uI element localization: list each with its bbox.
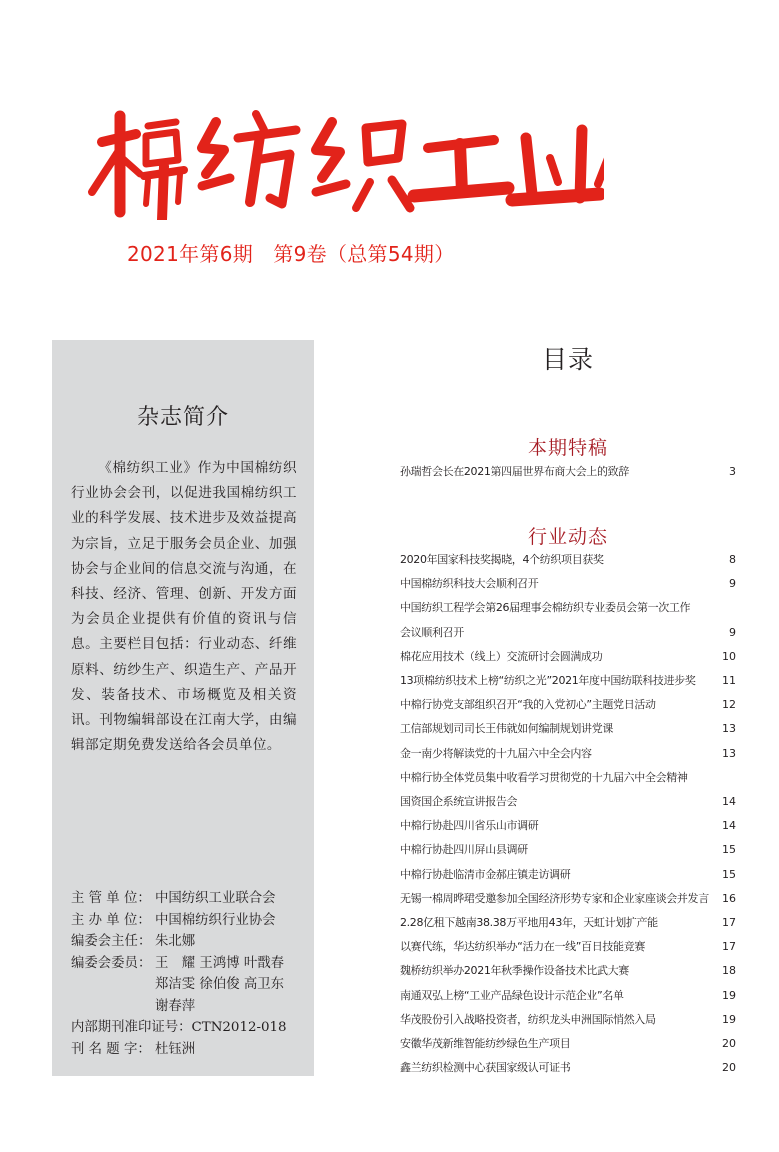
toc-entry-title: 2.28亿租下越南38.38万平地用43年，天虹计划扩产能 — [400, 916, 658, 930]
director-row — [71, 931, 311, 953]
toc-entry-title: 国资国企系统宣讲报告会 — [400, 795, 518, 809]
supervisor-row — [71, 888, 311, 910]
members-line-1: 王 耀 王鸿博 叶戬春 — [155, 955, 285, 971]
toc-heading: 目录 — [541, 345, 594, 374]
toc-list-special — [400, 460, 736, 484]
toc-entry-title: 华茂股份引入战略投资者，纺织龙头申洲国际悄然入局 — [400, 1012, 656, 1026]
director-label: 编委会主任： — [71, 934, 152, 949]
toc-entry-page: 19 — [722, 988, 736, 1002]
toc-entry-title: 鑫兰纺织检测中心获国家级认可证书 — [400, 1061, 571, 1075]
intro-body: 《棉纺织工业》作为中国棉纺织行业协会会刊，以促进我国棉纺织工业的科学发展、技术进步及效益提高为宗旨，立足于服务会员企业、加强协会与企业间的信息交流与沟通，在科技、经济、管理、创新、开发方面为会员企业提供有价值的资讯与信息。主要栏目包括：行业动态、纤维原料、纺纱生产、织造生产、产品开发、装备技术、市场概览及相关资讯。刊物编辑部设在江南大学，由编辑部定期免费发送给各会员单位。 — [71, 460, 297, 754]
toc-entry[interactable] — [400, 621, 736, 645]
toc-entry[interactable] — [400, 693, 736, 717]
toc-entry[interactable] — [400, 959, 736, 983]
supervisor-label: 主 管 单 位： — [71, 891, 151, 906]
members-row — [71, 953, 311, 975]
director-value: 朱北娜 — [155, 934, 196, 949]
toc-entry-page: 3 — [729, 465, 736, 478]
members-line-2: 郑洁雯 徐伯俊 高卫东 — [155, 977, 285, 992]
toc-entry-page: 16 — [722, 891, 736, 905]
toc-entry-page: 15 — [722, 867, 736, 881]
toc-entry-title: 魏桥纺织举办2021年秋季操作设备技术比武大赛 — [400, 964, 629, 978]
members-line-3: 谢春萍 — [155, 998, 196, 1014]
issue-line: 2021年第6期 第9卷（总第54期） — [127, 242, 455, 266]
sponsor-row — [71, 910, 311, 932]
members-row-3 — [71, 996, 311, 1018]
sponsor-label: 主 办 单 位： — [71, 912, 151, 928]
toc-entry-page: 14 — [722, 795, 736, 809]
toc-entry[interactable] — [400, 572, 736, 596]
toc-entry[interactable] — [400, 669, 736, 693]
toc-entry[interactable] — [400, 863, 736, 887]
toc-entry-title: 中棉行协党支部组织召开“我的入党初心”主题党日活动 — [400, 698, 656, 712]
toc-entry[interactable] — [400, 717, 736, 741]
permit-value: CTN2012-018 — [191, 1020, 287, 1035]
toc-entry[interactable] — [400, 790, 736, 814]
toc-entry-page: 18 — [722, 964, 736, 978]
sponsor-value: 中国棉纺织行业协会 — [155, 912, 276, 928]
toc-entry[interactable] — [400, 742, 736, 766]
toc-entry-page: 20 — [722, 1061, 736, 1075]
inscription-value: 杜钰洲 — [155, 1041, 196, 1057]
toc-entry-page: 15 — [722, 843, 736, 857]
toc-entry[interactable] — [400, 935, 736, 959]
section-title-special: 本期特稿 — [527, 437, 608, 459]
toc-entry-title: 中棉行协赴四川省乐山市调研 — [400, 819, 539, 833]
toc-entry-page: 9 — [729, 625, 736, 639]
toc-entry-title: 金一南少将解读党的十九届六中全会内容 — [400, 746, 592, 760]
toc-entry[interactable] — [400, 838, 736, 862]
calligraphy-logo-graphic — [84, 108, 604, 220]
toc-entry-title: 棉花应用技术（线上）交流研讨会圆满成功 — [400, 649, 603, 663]
toc-list-news — [400, 548, 736, 1080]
toc-entry-page: 8 — [729, 553, 736, 566]
toc-entry-page: 9 — [729, 577, 736, 591]
toc-entry-page: 13 — [722, 722, 736, 736]
toc-entry-page: 19 — [722, 1012, 736, 1026]
toc-entry-title: 以赛代练，华达纺织举办“活力在一线”百日技能竞赛 — [400, 940, 645, 954]
toc-entry-title: 工信部规划司司长王伟就如何编制规划讲党课 — [400, 722, 613, 736]
members-label: 编委会委员： — [71, 955, 152, 971]
toc-entry-page: 17 — [722, 940, 736, 954]
toc-entry[interactable] — [400, 1008, 736, 1032]
masthead-credits — [71, 888, 311, 1060]
toc-entry-page: 11 — [722, 674, 736, 688]
toc-entry-title: 中国棉纺织科技大会顺利召开 — [400, 577, 539, 591]
section-title-news: 行业动态 — [527, 526, 608, 548]
toc-entry-page: 10 — [722, 649, 736, 663]
toc-entry[interactable] — [400, 984, 736, 1008]
toc-entry-title: 安徽华茂新维智能纺纱绿色生产项目 — [400, 1037, 571, 1051]
toc-entry[interactable] — [400, 1032, 736, 1056]
toc-entry[interactable] — [400, 645, 736, 669]
supervisor-value: 中国纺织工业联合会 — [155, 891, 276, 906]
permit-row — [71, 1017, 311, 1039]
inscription-row — [71, 1039, 311, 1061]
toc-entry[interactable] — [400, 596, 736, 620]
toc-entry-title: 中棉行协赴临清市金郝庄镇走访调研 — [400, 867, 571, 881]
toc-entry-title: 中国纺织工程学会第26届理事会棉纺织专业委员会第一次工作 — [400, 601, 691, 615]
toc-entry-page: 13 — [722, 746, 736, 760]
toc-entry-title: 孙瑞哲会长在2021第四届世界布商大会上的致辞 — [400, 465, 629, 478]
members-row-2 — [71, 974, 311, 996]
toc-entry-page: 17 — [722, 916, 736, 930]
toc-entry-title: 中棉行协赴四川屏山县调研 — [400, 843, 528, 857]
toc-entry-title: 南通双弘上榜“工业产品绿色设计示范企业”名单 — [400, 988, 624, 1002]
toc-entry-page: 12 — [722, 698, 736, 712]
toc-entry[interactable] — [400, 1056, 736, 1080]
intro-title: 杂志简介 — [136, 405, 229, 430]
magazine-logo — [84, 108, 604, 220]
toc-entry-title: 中棉行协全体党员集中收看学习贯彻党的十九届六中全会精神 — [400, 770, 688, 784]
toc-entry-title: 2020年国家科技奖揭晓，4个纺织项目获奖 — [400, 553, 604, 566]
toc-entry[interactable] — [400, 814, 736, 838]
toc-entry-title: 会议顺利召开 — [400, 625, 464, 639]
toc-entry[interactable] — [400, 460, 736, 484]
toc-entry-page: 14 — [722, 819, 736, 833]
intro-panel — [52, 340, 314, 1076]
toc-entry[interactable] — [400, 548, 736, 572]
toc-entry-title: 无锡一棉周晔珺受邀参加全国经济形势专家和企业家座谈会并发言 — [400, 891, 709, 905]
toc-entry-page: 20 — [722, 1037, 736, 1051]
toc-entry[interactable] — [400, 911, 736, 935]
toc-entry[interactable] — [400, 766, 736, 790]
toc-entry-title: 13项棉纺织技术上榜“纺织之光”2021年度中国纺联科技进步奖 — [400, 674, 696, 688]
inscription-label: 刊 名 题 字： — [71, 1041, 151, 1057]
toc-entry[interactable] — [400, 887, 736, 911]
permit-label: 内部期刊准印证号： — [71, 1020, 192, 1035]
